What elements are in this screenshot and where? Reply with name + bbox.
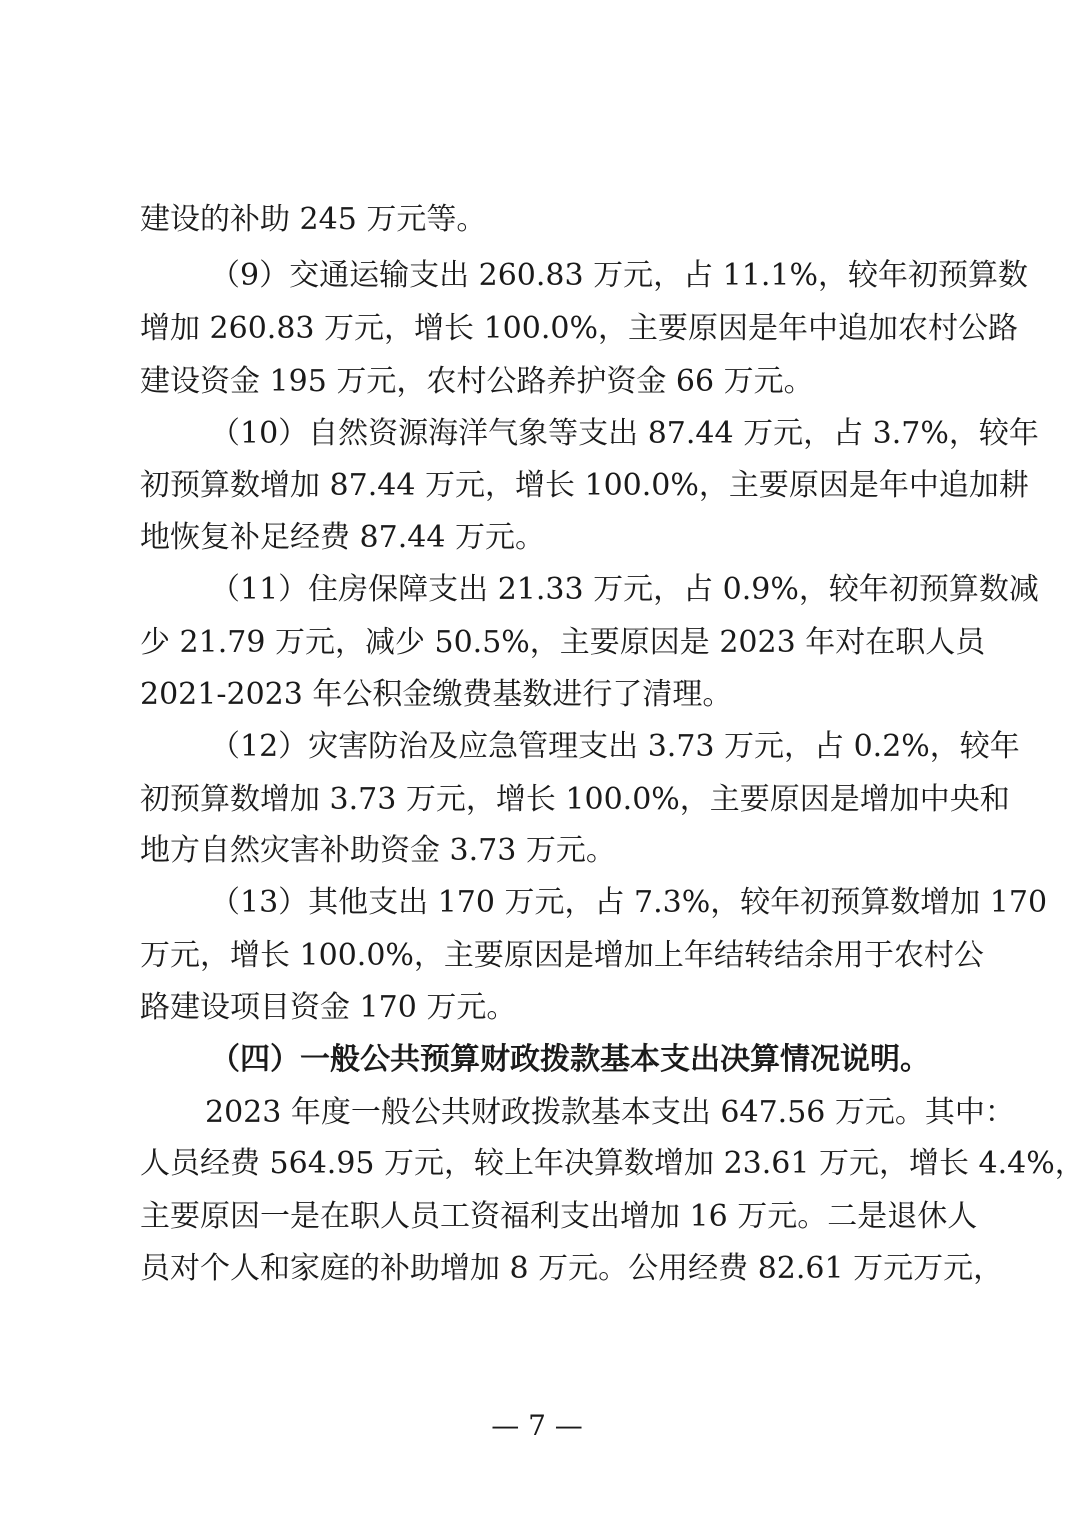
text-line-13: 地方自然灾害补助资金 3.73 万元。 [140, 833, 616, 868]
text-line-17: 2023 年度一般公共财政拨款基本支出 647.56 万元。其中： [205, 1095, 1015, 1130]
text-line-8: （11）住房保障支出 21.33 万元，占 0.9%，较年初预算数减 [210, 572, 1039, 607]
text-line-7: 地恢复补足经费 87.44 万元。 [140, 520, 545, 555]
page-number: — 7 — [491, 1409, 583, 1442]
text-line-10: 2021-2023 年公积金缴费基数进行了清理。 [140, 677, 733, 712]
text-line-2: （9）交通运输支出 260.83 万元，占 11.1%，较年初预算数 [210, 258, 1028, 293]
text-line-12: 初预算数增加 3.73 万元，增长 100.0%，主要原因是增加中央和 [140, 782, 1010, 817]
text-line-18: 人员经费 564.95 万元，较上年决算数增加 23.61 万元，增长 4.4%， [140, 1146, 1085, 1181]
text-line-4: 建设资金 195 万元，农村公路养护资金 66 万元。 [140, 364, 814, 399]
text-line-1: 建设的补助 245 万元等。 [140, 202, 487, 237]
text-line-11: （12）灾害防治及应急管理支出 3.73 万元，占 0.2%，较年 [210, 729, 1020, 764]
text-line-6: 初预算数增加 87.44 万元，增长 100.0%，主要原因是年中追加耕 [140, 468, 1029, 503]
text-line-19: 主要原因一是在职人员工资福利支出增加 16 万元。二是退休人 [140, 1199, 978, 1234]
text-line-15: 万元，增长 100.0%，主要原因是增加上年结转结余用于农村公 [140, 938, 984, 973]
text-line-20: 员对个人和家庭的补助增加 8 万元。公用经费 82.61 万元万元， [140, 1251, 1004, 1286]
text-line-3: 增加 260.83 万元，增长 100.0%，主要原因是年中追加农村公路 [140, 311, 1018, 346]
text-line-14: （13）其他支出 170 万元，占 7.3%，较年初预算数增加 170 [210, 885, 1048, 920]
text-line-9: 少 21.79 万元，减少 50.5%，主要原因是 2023 年对在职人员 [140, 625, 986, 660]
text-line-16: 路建设项目资金 170 万元。 [140, 990, 517, 1025]
text-line-5: （10）自然资源海洋气象等支出 87.44 万元，占 3.7%，较年 [210, 416, 1039, 451]
section-heading: （四）一般公共预算财政拨款基本支出决算情况说明。 [210, 1042, 930, 1077]
